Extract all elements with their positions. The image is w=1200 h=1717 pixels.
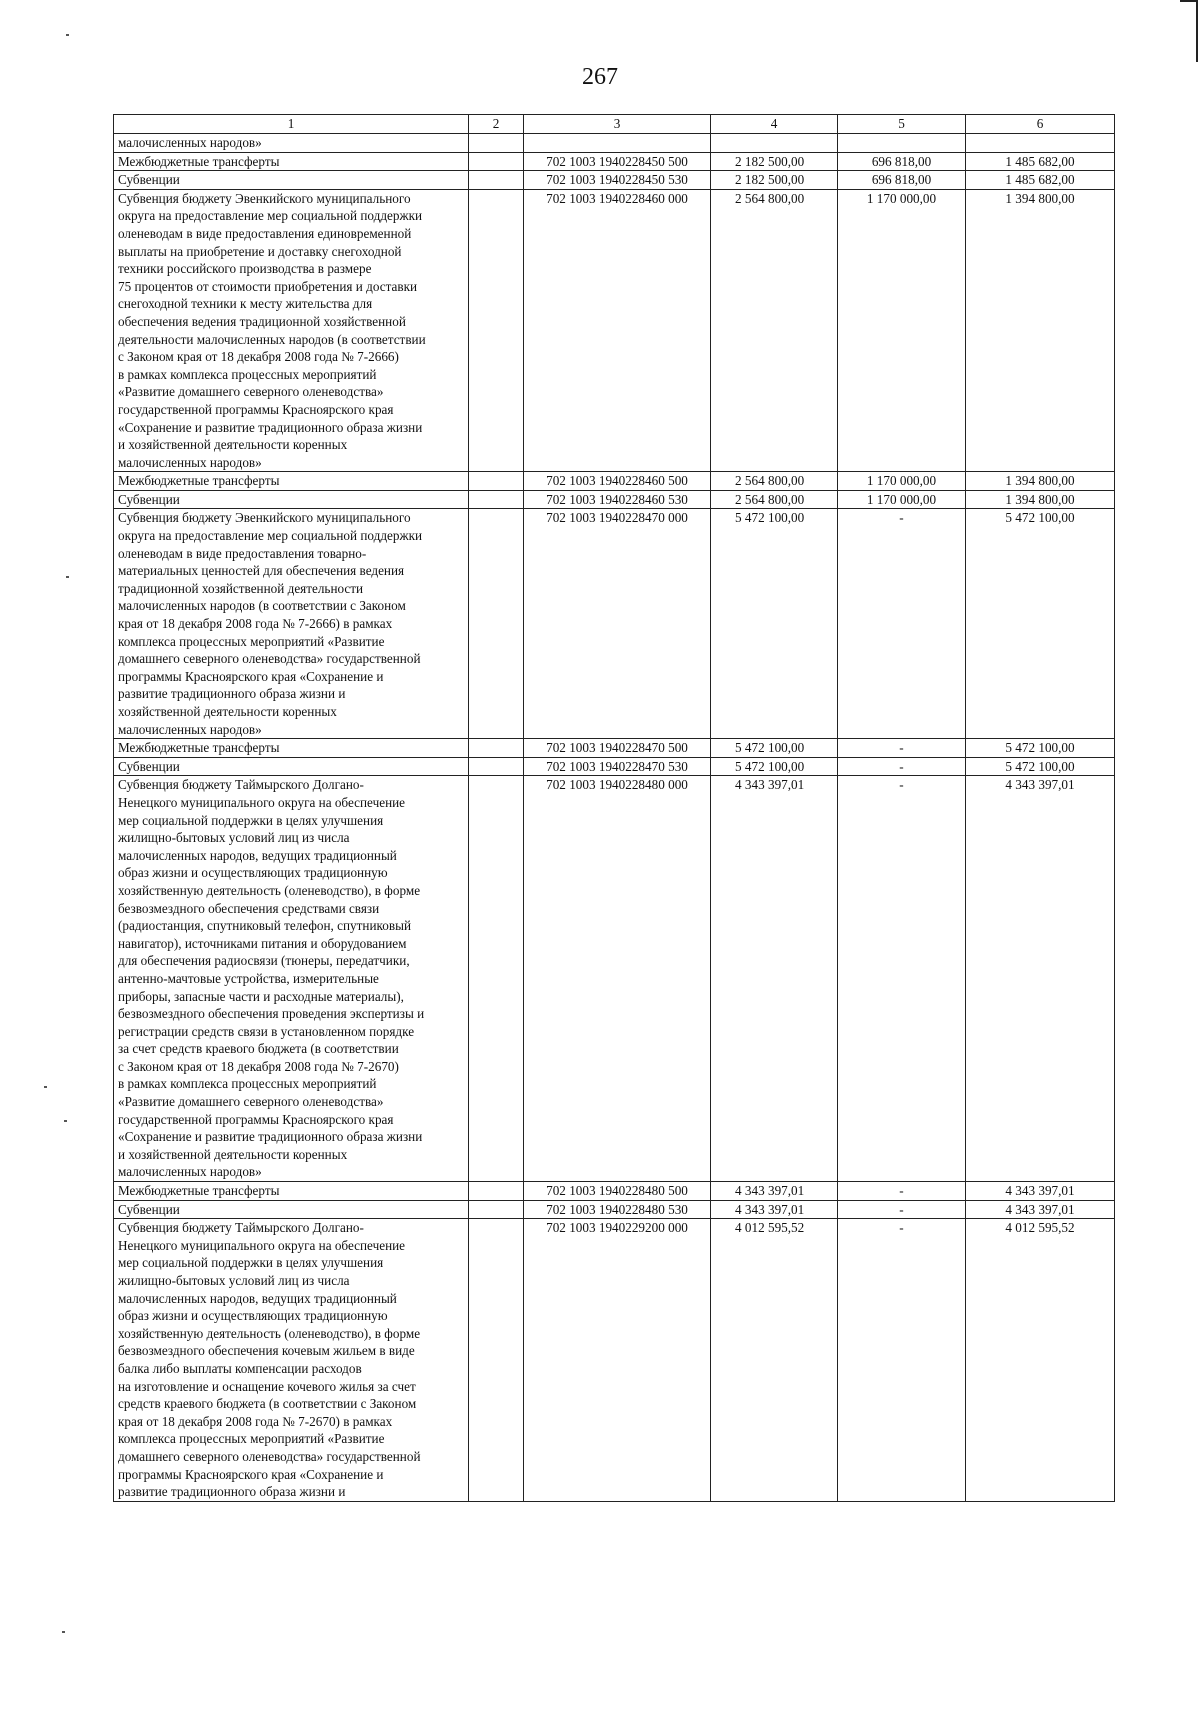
header-row	[114, 115, 1115, 134]
item-name-cell: Межбюджетные трансферты	[114, 152, 469, 171]
column-2-cell	[469, 776, 524, 1182]
table-row	[114, 134, 1115, 153]
amount-col6-cell	[966, 134, 1115, 153]
column-header: 4	[711, 115, 838, 134]
amount-col4-cell: 2 182 500,00	[711, 171, 838, 190]
table-row	[114, 739, 1115, 758]
amount-col5-cell: -	[838, 757, 966, 776]
scan-speck	[66, 576, 69, 578]
amount-col5-cell: -	[838, 739, 966, 758]
budget-code-cell: 702 1003 1940229200 000	[524, 1219, 711, 1502]
amount-col4-cell: 5 472 100,00	[711, 509, 838, 739]
column-2-cell	[469, 509, 524, 739]
amount-col5-cell: -	[838, 1182, 966, 1201]
budget-code-cell: 702 1003 1940228470 500	[524, 739, 711, 758]
budget-code-cell: 702 1003 1940228470 000	[524, 509, 711, 739]
amount-col5-cell: -	[838, 1200, 966, 1219]
amount-col5-cell: 696 818,00	[838, 171, 966, 190]
column-2-cell	[469, 1200, 524, 1219]
budget-code-cell: 702 1003 1940228460 530	[524, 490, 711, 509]
column-2-cell	[469, 739, 524, 758]
amount-col5-cell: 696 818,00	[838, 152, 966, 171]
table-row	[114, 490, 1115, 509]
amount-col4-cell: 4 012 595,52	[711, 1219, 838, 1502]
amount-col5-cell: 1 170 000,00	[838, 490, 966, 509]
scan-speck	[66, 34, 69, 36]
item-name-cell: Субвенция бюджету Таймырского Долгано- Ненецкого муниципального округа на обеспечение мер социальной поддержки в целях улучшения жилищно-бытовых условий лиц из числа малочисленных народов, ведущих традиционный образ жизни и осуществляющих традиционную хозяйственную деятельность (оленеводство), в форме безвозмездного обеспечения кочевым жильем в виде балка либо выплаты компенсации расходов на изготовление и оснащение кочевого жилья за счет средств краевого бюджета (в соответствии с Законом края от 18 декабря 2008 года № 7-2670) в рамках комплекса процессных мероприятий «Развитие домашнего северного оленеводства» государственной программы Красноярского края «Сохранение и развитие традиционного образа жизни и	[114, 1219, 469, 1502]
scan-speck	[64, 1120, 67, 1122]
amount-col6-cell: 5 472 100,00	[966, 757, 1115, 776]
item-name-cell: Межбюджетные трансферты	[114, 1182, 469, 1201]
item-name-cell: малочисленных народов»	[114, 134, 469, 153]
table-row	[114, 1219, 1115, 1502]
item-name-cell: Межбюджетные трансферты	[114, 739, 469, 758]
column-2-cell	[469, 189, 524, 472]
amount-col4-cell: 5 472 100,00	[711, 739, 838, 758]
amount-col6-cell: 1 394 800,00	[966, 490, 1115, 509]
column-2-cell	[469, 171, 524, 190]
item-name-cell: Субвенция бюджету Эвенкийского муниципального округа на предоставление мер социальной поддержки оленеводам в виде предоставления единовременной выплаты на приобретение и доставку снегоходной техники российского производства в размере 75 процентов от стоимости приобретения и доставки снегоходной техники к месту жительства для обеспечения ведения традиционной хозяйственной деятельности малочисленных народов (в соответствии с Законом края от 18 декабря 2008 года № 7-2666) в рамках комплекса процессных мероприятий «Развитие домашнего северного оленеводства» государственной программы Красноярского края «Сохранение и развитие традиционного образа жизни и хозяйственной деятельности коренных малочисленных народов»	[114, 189, 469, 472]
item-name-cell: Субвенции	[114, 757, 469, 776]
amount-col6-cell: 4 343 397,01	[966, 1182, 1115, 1201]
column-2-cell	[469, 134, 524, 153]
amount-col4-cell: 2 564 800,00	[711, 490, 838, 509]
page-number: 267	[582, 64, 618, 90]
budget-code-cell: 702 1003 1940228470 530	[524, 757, 711, 776]
amount-col5-cell: -	[838, 1219, 966, 1502]
amount-col4-cell: 4 343 397,01	[711, 776, 838, 1182]
scan-speck	[62, 1631, 65, 1633]
budget-code-cell: 702 1003 1940228460 000	[524, 189, 711, 472]
table-row	[114, 1200, 1115, 1219]
item-name-cell: Субвенция бюджету Эвенкийского муниципального округа на предоставление мер социальной поддержки оленеводам в виде предоставления товарно- материальных ценностей для обеспечения ведения традиционной хозяйственной деятельности малочисленных народов (в соответствии с Законом края от 18 декабря 2008 года № 7-2666) в рамках комплекса процессных мероприятий «Развитие домашнего северного оленеводства» государственной программы Красноярского края «Сохранение и развитие традиционного образа жизни и хозяйственной деятельности коренных малочисленных народов»	[114, 509, 469, 739]
table-row	[114, 189, 1115, 472]
table-row	[114, 1182, 1115, 1201]
amount-col4-cell: 2 564 800,00	[711, 472, 838, 491]
column-header: 2	[469, 115, 524, 134]
amount-col4-cell: 5 472 100,00	[711, 757, 838, 776]
budget-code-cell: 702 1003 1940228450 530	[524, 171, 711, 190]
scan-speck	[44, 1086, 47, 1088]
table-row	[114, 171, 1115, 190]
amount-col5-cell: 1 170 000,00	[838, 189, 966, 472]
table-body	[114, 134, 1115, 1502]
amount-col5-cell: -	[838, 776, 966, 1182]
amount-col4-cell	[711, 134, 838, 153]
amount-col4-cell: 4 343 397,01	[711, 1182, 838, 1201]
column-header: 3	[524, 115, 711, 134]
budget-code-cell: 702 1003 1940228480 500	[524, 1182, 711, 1201]
table-row	[114, 509, 1115, 739]
amount-col4-cell: 4 343 397,01	[711, 1200, 838, 1219]
column-header: 5	[838, 115, 966, 134]
table-row	[114, 776, 1115, 1182]
amount-col6-cell: 5 472 100,00	[966, 739, 1115, 758]
scan-edge-mark	[1180, 0, 1198, 62]
amount-col6-cell: 1 394 800,00	[966, 472, 1115, 491]
column-2-cell	[469, 490, 524, 509]
item-name-cell: Межбюджетные трансферты	[114, 472, 469, 491]
amount-col6-cell: 1 485 682,00	[966, 171, 1115, 190]
amount-col4-cell: 2 564 800,00	[711, 189, 838, 472]
amount-col5-cell: 1 170 000,00	[838, 472, 966, 491]
table-header	[114, 115, 1115, 134]
budget-table	[113, 114, 1115, 1502]
table-row	[114, 472, 1115, 491]
budget-code-cell: 702 1003 1940228450 500	[524, 152, 711, 171]
amount-col5-cell	[838, 134, 966, 153]
item-name-cell: Субвенции	[114, 1200, 469, 1219]
budget-code-cell	[524, 134, 711, 153]
column-header: 6	[966, 115, 1115, 134]
amount-col6-cell: 1 394 800,00	[966, 189, 1115, 472]
column-2-cell	[469, 1219, 524, 1502]
item-name-cell: Субвенции	[114, 490, 469, 509]
column-2-cell	[469, 152, 524, 171]
amount-col4-cell: 2 182 500,00	[711, 152, 838, 171]
column-2-cell	[469, 472, 524, 491]
amount-col5-cell: -	[838, 509, 966, 739]
amount-col6-cell: 1 485 682,00	[966, 152, 1115, 171]
amount-col6-cell: 5 472 100,00	[966, 509, 1115, 739]
budget-code-cell: 702 1003 1940228480 000	[524, 776, 711, 1182]
budget-code-cell: 702 1003 1940228460 500	[524, 472, 711, 491]
table-row	[114, 757, 1115, 776]
column-header: 1	[114, 115, 469, 134]
item-name-cell: Субвенция бюджету Таймырского Долгано- Ненецкого муниципального округа на обеспечение мер социальной поддержки в целях улучшения жилищно-бытовых условий лиц из числа малочисленных народов, ведущих традиционный образ жизни и осуществляющих традиционную хозяйственную деятельность (оленеводство), в форме безвозмездного обеспечения средствами связи (радиостанция, спутниковый телефон, спутниковый навигатор), источниками питания и оборудованием для обеспечения радиосвязи (тюнеры, передатчики, антенно-мачтовые устройства, измерительные приборы, запасные части и расходные материалы), безвозмездного обеспечения проведения экспертизы и регистрации средств связи в установленном порядке за счет средств краевого бюджета (в соответствии с Законом края от 18 декабря 2008 года № 7-2670) в рамках комплекса процессных мероприятий «Развитие домашнего северного оленеводства» государственной программы Красноярского края «Сохранение и развитие традиционного образа жизни и хозяйственной деятельности коренных малочисленных народов»	[114, 776, 469, 1182]
column-2-cell	[469, 1182, 524, 1201]
item-name-cell: Субвенции	[114, 171, 469, 190]
table-row	[114, 152, 1115, 171]
budget-code-cell: 702 1003 1940228480 530	[524, 1200, 711, 1219]
amount-col6-cell: 4 343 397,01	[966, 776, 1115, 1182]
column-2-cell	[469, 757, 524, 776]
amount-col6-cell: 4 343 397,01	[966, 1200, 1115, 1219]
amount-col6-cell: 4 012 595,52	[966, 1219, 1115, 1502]
